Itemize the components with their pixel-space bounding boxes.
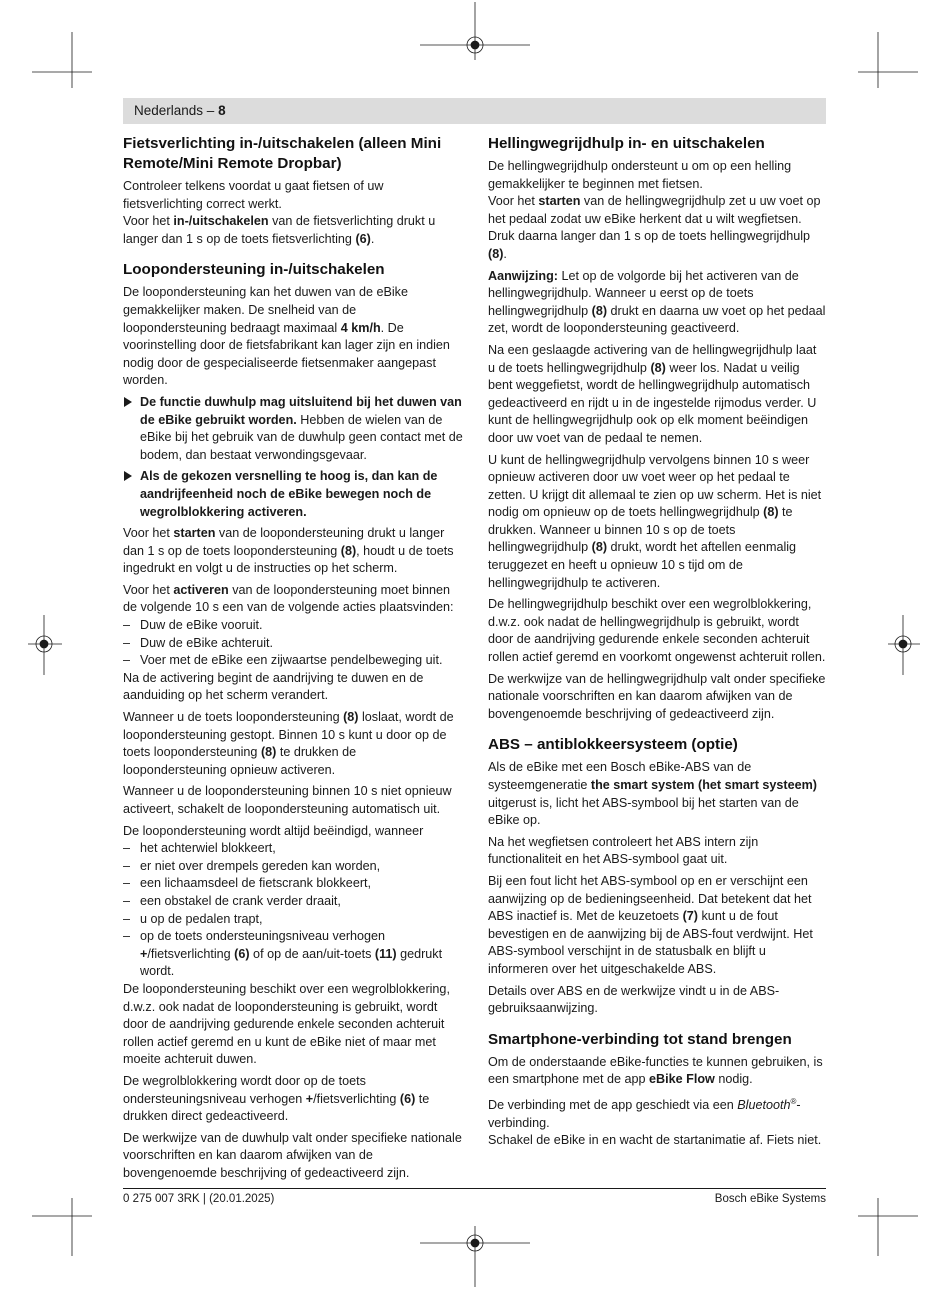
list-item: – het achterwiel blokkeert,: [123, 840, 463, 858]
list-item: – er niet over drempels gereden kan worden,: [123, 858, 463, 876]
paragraph: Om de onderstaande eBike-functies te kunnen gebruiken, is een smartphone met de app eBike Flow nodig.: [488, 1054, 823, 1087]
list-item: – een lichaamsdeel de fietscrank blokkeert,: [123, 875, 463, 893]
paragraph: Voor het activeren van de loopondersteuning moet binnen de volgende 10 s een van de volgende acties plaatsvinden:: [123, 582, 454, 615]
registration-mark-left: [28, 615, 62, 675]
header-language: Nederlands: [134, 103, 204, 118]
footer-rule: [123, 1188, 826, 1189]
paragraph: De loopondersteuning beschikt over een wegrolblokkering, d.w.z. ook nadat de loopondersteuning is gebruikt, wordt door de aandrijving gedurende enkele seconden achteruit rollen actief geremd en u kunt de eBike niet of maar met moeite achteruit duwen.: [123, 981, 450, 1067]
paragraph: Als de eBike met een Bosch eBike-ABS van de systeemgeneratie the smart system (het smart systeem) uitgerust is, licht het ABS-symbool bij het starten van de eBike op.: [488, 760, 817, 828]
header-separator: –: [203, 103, 219, 118]
paragraph: Voor het starten van de loopondersteuning drukt u langer dan 1 s op de toets loopondersteuning (8), houdt u de toets ingedrukt en volgt u de instructies op het scherm.: [123, 526, 454, 576]
warning-triangle-icon: [124, 471, 132, 481]
paragraph: Wanneer u de toets loopondersteuning (8) loslaat, wordt de loopondersteuning gestopt. Binnen 10 s kunt u door op de toets loopondersteuning (8) te drukken de loopondersteuning opnieuw activeren.: [123, 710, 454, 777]
paragraph: De werkwijze van de hellingwegrijdhulp valt onder specifieke nationale voorschriften en kan daarom afwijken van de bovengenoemde beschrijving of gedeactiveerd zijn.: [488, 671, 826, 721]
header-page-number: 8: [218, 103, 226, 118]
paragraph: Wanneer u de loopondersteuning binnen 10 s niet opnieuw activeert, schakelt de loopondersteuning automatisch uit.: [123, 784, 452, 816]
paragraph: De loopondersteuning wordt altijd beëindigd, wanneer: [123, 823, 424, 838]
heading-smartphone: Smartphone-verbinding tot stand brengen: [488, 1030, 792, 1048]
heading-loopondersteuning: Loopondersteuning in-/uitschakelen: [123, 261, 385, 279]
left-column: [123, 134, 463, 1186]
paragraph: Schakel de eBike in en wacht de startanimatie af. Fiets niet.: [488, 1133, 822, 1148]
paragraph: Controleer telkens voordat u gaat fietsen of uw fietsverlichting correct werkt.: [123, 179, 384, 211]
paragraph: De werkwijze van de duwhulp valt onder specifieke nationale voorschriften en kan daarom afwijken van de bovengenoemde beschrijving of gedeactiveerd zijn.: [123, 1130, 462, 1180]
paragraph: Voor het starten van de hellingwegrijdhulp zet u uw voet op het pedaal zodat uw eBike herkent dat u wilt wegfietsen. Druk daarna langer dan 1 s op de toets hellingwegrijdhulp (8).: [488, 194, 821, 261]
list-item: – u op de pedalen trapt,: [123, 911, 463, 929]
header-band: [123, 98, 826, 124]
footer-doc-number: 0 275 007 3RK | (20.01.2025): [123, 1193, 275, 1205]
running-header: [134, 103, 226, 118]
registration-mark-bottom: [420, 1226, 530, 1287]
paragraph: Na een geslaagde activering van de hellingwegrijdhulp laat u de toets hellingwegrijdhulp (8) weer los. Nadat u veilig bent weggefietst, wordt de hellingwegrijdhulp automatisch gedeactiveerd en rijdt u in de ingestelde rijmodus verder. U kunt de hellingwegrijdhulp ook op elk moment beëindigen door uw voet van de pedaal te nemen.: [488, 342, 817, 445]
paragraph: Details over ABS en de werkwijze vindt u in de ABS-gebruiksaanwijzing.: [488, 983, 780, 1016]
right-column: [488, 134, 826, 1154]
list-item: – op de toets ondersteuningsniveau verhogen +/fietsverlichting (6) of op de aan/uit-toets (11) gedrukt wordt.: [123, 928, 463, 981]
paragraph: Bij een fout licht het ABS-symbool op en er verschijnt een aanwijzing op de bedieningseenheid. Dat betekent dat het ABS inactief is. Met de keuzetoets (7) kunt u de fout bevestigen en de aanwijzing bij de ABS-fout verdwijnt. Het ABS-symbool verschijnt in de statusbalk en blijft u informeren over het uitgeschakelde ABS.: [488, 873, 813, 976]
paragraph: De wegrolblokkering wordt door op de toets ondersteuningsniveau verhogen +/fietsverlichting (6) te drukken direct gedeactiveerd.: [123, 1073, 430, 1124]
paragraph: De verbinding met de app geschiedt via een Bluetooth®-verbinding.: [488, 1096, 801, 1130]
heading-fietsverlichting: Fietsverlichting in-/uitschakelen (alleen Mini Remote/Mini Remote Dropbar): [123, 135, 442, 172]
paragraph: Voor het in-/uitschakelen van de fietsverlichting drukt u langer dan 1 s op de toets fietsverlichting (6).: [123, 214, 436, 246]
paragraph: Aanwijzing: Let op de volgorde bij het activeren van de hellingwegrijdhulp. Wanneer u eerst op de toets hellingwegrijdhulp (8) drukt en daarna uw voet op het pedaal zet, wordt de loopondersteuning geactiveerd.: [488, 268, 826, 336]
footer-company: Bosch eBike Systems: [714, 1193, 826, 1205]
heading-abs: ABS – antiblokkeersysteem (optie): [488, 736, 738, 754]
paragraph: De hellingwegrijdhulp beschikt over een wegrolblokkering, d.w.z. ook nadat de hellingwegrijdhulp is gebruikt, wordt door de aandrijving gedurende enkele seconden achteruit rollen actief geremd en voorkomt ongewenst achteruit rollen.: [488, 597, 826, 665]
registration-mark-right: [888, 615, 920, 675]
warning-item: Als de gekozen versnelling te hoog is, dan kan de aandrijfeenheid noch de eBike bewegen noch de wegrolblokkering activeren.: [123, 468, 463, 521]
paragraph: Na het wegfietsen controleert het ABS intern zijn functionaliteit en het ABS-symbool gaat uit.: [488, 834, 759, 867]
paragraph: Na de activering begint de aandrijving te duwen en de aanduiding op het scherm verandert.: [123, 670, 424, 703]
paragraph: U kunt de hellingwegrijdhulp vervolgens binnen 10 s weer opnieuw activeren door uw voet weer op het pedaal te zetten. U krijgt dit allemaal te zien op uw scherm. Het is niet nodig om opnieuw op de toets hellingwegrijdhulp (8) te drukken. Wanneer u binnen 10 s op de toets hellingwegrijdhulp (8) drukt, wordt het aftellen eenmalig teruggezet en heeft u opnieuw 10 s tijd om de hellingwegrijdhulp te activeren.: [488, 452, 822, 590]
list-item: – Voer met de eBike een zijwaartse pendelbeweging uit.: [123, 652, 463, 670]
paragraph: De hellingwegrijdhulp ondersteunt u om op een helling gemakkelijker te beginnen met fietsen.: [488, 159, 792, 191]
registration-mark-top: [420, 2, 530, 60]
list-item: – Duw de eBike achteruit.: [123, 635, 463, 653]
list-item: – Duw de eBike vooruit.: [123, 617, 463, 635]
paragraph: De loopondersteuning kan het duwen van de eBike gemakkelijker maken. De snelheid van de loopondersteuning bedraagt maximaal 4 km/h. De voorinstelling door de fietsfabrikant kan lager zijn en indien nodig door de gespecialiseerde fietsenmaker aangepast worden.: [123, 285, 450, 388]
warning-triangle-icon: [124, 397, 132, 407]
heading-hellingwegrijdhulp: Hellingwegrijdhulp in- en uitschakelen: [488, 135, 765, 152]
list-item: – een obstakel de crank verder draait,: [123, 893, 463, 911]
warning-item: De functie duwhulp mag uitsluitend bij het duwen van de eBike gebruikt worden. Hebben de wielen van de eBike bij het gebruik van de duwhulp geen contact met de bodem, dan bestaat verwondingsgevaar.: [123, 394, 463, 464]
